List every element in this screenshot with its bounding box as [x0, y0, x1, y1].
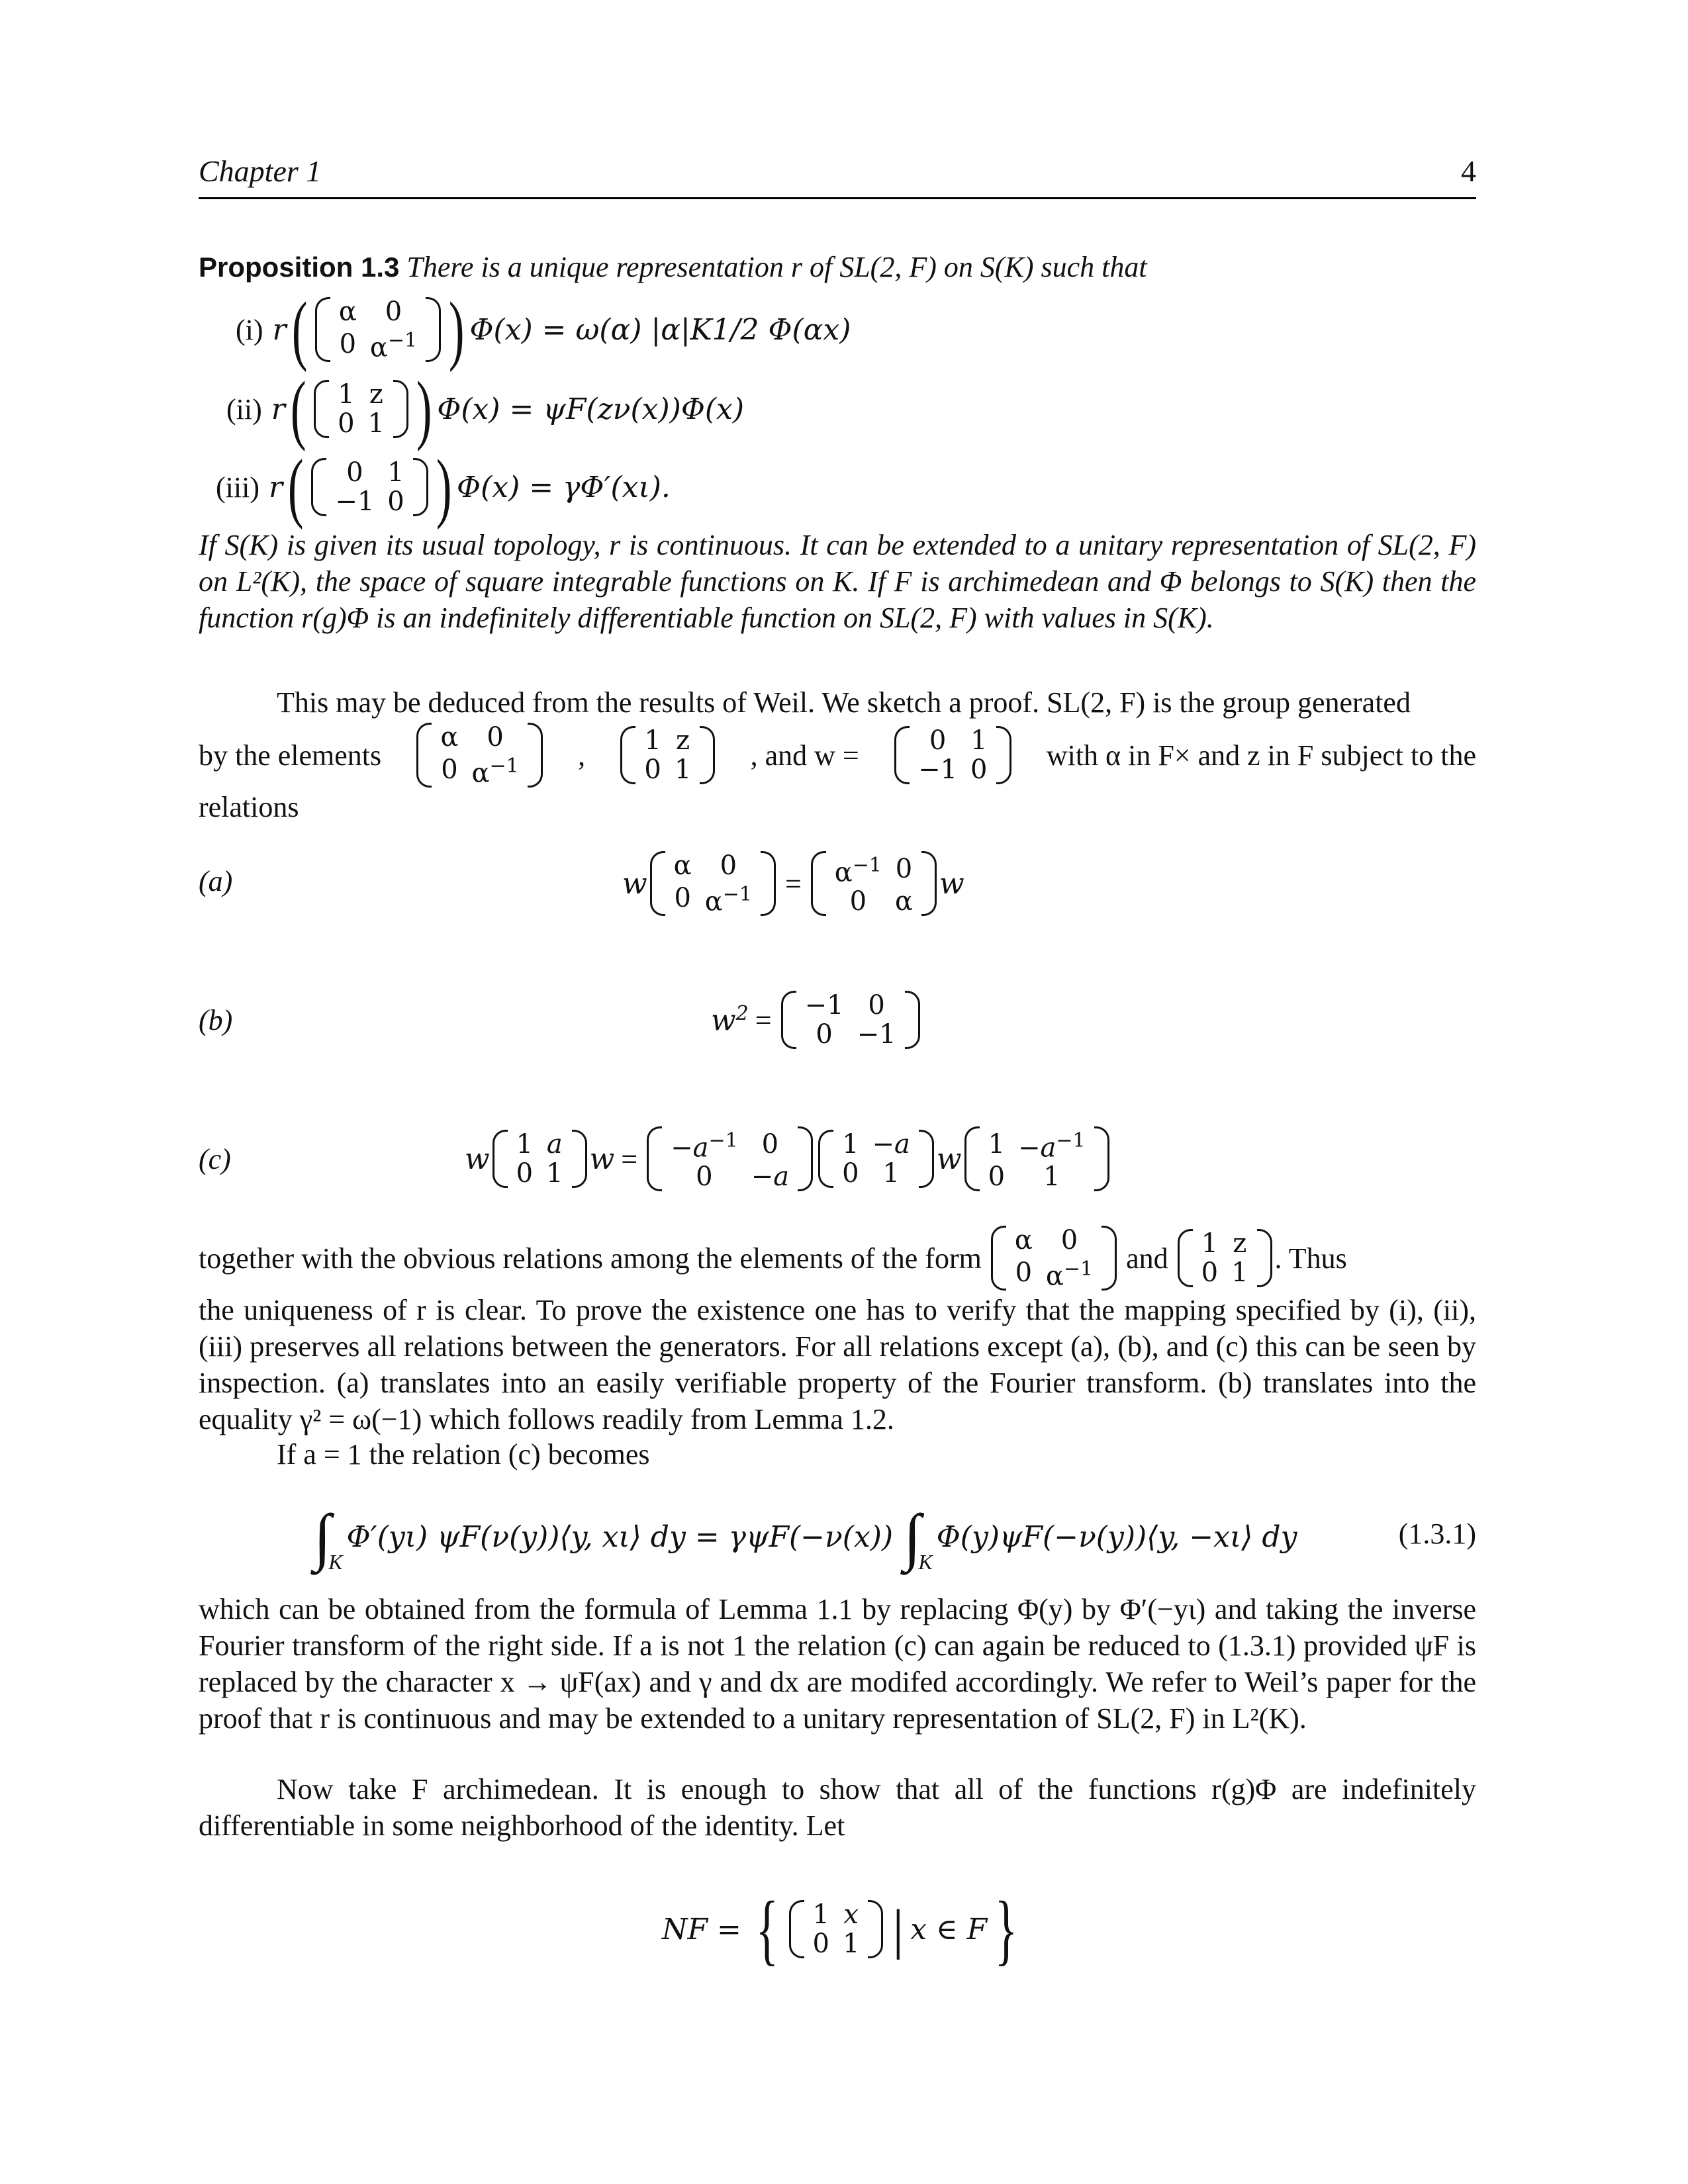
page-header	[199, 151, 1476, 199]
integral-rhs: Φ(y)ψF(−ν(y))⟨y, −xι⟩ dy	[936, 1520, 1297, 1554]
relation-a: w α 0 0 $\alpha^{-1}$ = $\alpha^{-1}$ 0 0 α w	[622, 850, 964, 917]
integral-subscript: K	[328, 1549, 343, 1574]
proposition-statement: There is a unique representation r of SL(2, F) on S(K) such that	[406, 251, 1147, 283]
item-number: (iii)	[216, 471, 259, 504]
nf-definition: NF = { 1 x 0 1 | x ∈ F }	[662, 1885, 1018, 1973]
item-number: (i)	[236, 313, 263, 346]
matrix-unipotent: 1 z 0 1	[620, 726, 715, 784]
integral-lhs: Φ′(yι) ψF(ν(y))⟨y, xι⟩ dy = γψF(−ν(x))	[346, 1520, 894, 1554]
proposition-item-3: (iii) r ( 0 1 −1 0 ) Φ(x) = γΦ′(xι).	[216, 443, 671, 530]
matrix-w: 0 1 −1 0	[894, 726, 1011, 784]
paragraph-5: Now take F archimedean. It is enough to show that all of the functions r(g)Φ are indefinitely differentiable in some neighborhood of the identity. Let	[199, 1773, 1476, 1842]
integral-subscript: K	[918, 1549, 933, 1574]
item-2-formula: Φ(x) = ψF(zν(x))Φ(x)	[437, 392, 745, 426]
nf-condition: x ∈ F	[910, 1912, 988, 1946]
together-text: together with the obvious relations among the elements of the form	[199, 1242, 982, 1275]
item-1-formula: Φ(x) = ω(α) |α|K1/2 Φ(αx)	[469, 312, 851, 347]
paragraph-3: If a = 1 the relation (c) becomes	[277, 1438, 650, 1471]
item-number: (ii)	[226, 392, 262, 426]
relation-b: $w^2$ = −1 0 0 −1	[711, 983, 923, 1056]
page-number: 4	[1461, 154, 1476, 188]
item-3-formula: Φ(x) = γΦ′(xι).	[457, 470, 671, 504]
matrix-unipotent: 1 z 0 1	[314, 380, 408, 438]
chapter-title: Chapter 1	[199, 154, 322, 188]
thus-text: . Thus	[1274, 1242, 1347, 1275]
relation-b-label: (b)	[199, 1004, 233, 1036]
relation-c: w 1 a 0 1 w = $-a^{-1}$ 0 0 −a 1 −a 0 1 w 1 $-a^{-1}$ 0 1	[465, 1122, 1112, 1195]
paragraph-2-rest: the uniqueness of r is clear. To prove the existence one has to verify that the mapping specified by (i), (ii), (iii) preserves all relations between the generators. For all relations except (a), (b), and (c) this can be seen by inspection. (a) translates into an easily verifiable property of the Fourier transform. (b) translates into the equality γ² = ω(−1) which follows readily from Lemma 1.2.	[199, 1294, 1476, 1435]
relation-a-label: (a)	[199, 865, 233, 897]
and-text: and	[1126, 1242, 1168, 1275]
matrix-diag: α 0 0 $\alpha^{-1}$	[416, 723, 542, 788]
proposition-label: Proposition 1.3	[199, 251, 400, 283]
integral-equation: ∫ K Φ′(yι) ψF(ν(y))⟨y, xι⟩ dy = γψF(−ν(x)) ∫ K Φ(y)ψF(−ν(y))⟨y, −xι⟩ dy	[314, 1501, 1297, 1574]
equation-number: (1.3.1)	[1398, 1518, 1476, 1550]
relations-word: relations	[199, 791, 299, 823]
by-elements-text: by the elements	[199, 739, 382, 772]
paragraph-2-line-1: together with the obvious relations among the elements of the form α 0 0 $\alpha^{-1}$ and 1 z 0 1 . Thus	[199, 1224, 1347, 1292]
nf-lhs: NF =	[662, 1912, 741, 1946]
relation-c-label: (c)	[199, 1143, 231, 1175]
paragraph-1-line-2: by the elements α 0 0 $\alpha^{-1}$ , 1 z 0 1 , and w = 0 1 −1 0 with α in F× and z in F subject to the	[199, 721, 1476, 789]
paragraph-4: which can be obtained from the formula of Lemma 1.1 by replacing Φ(y) by Φ′(−yι) and taking the inverse Fourier transform of the right side. If a is not 1 the relation (c) can again be reduced to (1.3.1) provided ψF is replaced by the character x → ψF(ax) and γ and dx are modifed accordingly. We refer to Weil’s paper for the proof that r is continuous and may be extended to a unitary representation of SL(2, F) in L²(K).	[199, 1593, 1476, 1735]
and-w-text: , and w =	[750, 739, 859, 772]
proposition-item-1: (i) r ( α 0 0 $\alpha^{-1}$ ) Φ(x) = ω(α) |α|K1/2 Φ(αx)	[236, 286, 851, 373]
matrix-diag: α 0 0 $\alpha^{-1}$	[315, 297, 441, 362]
with-alpha-text: with α in F× and z in F subject to the	[1046, 739, 1476, 772]
paragraph-1-line-1: This may be deduced from the results of Weil. We sketch a proof. SL(2, F) is the group generated	[277, 686, 1411, 719]
matrix-w: 0 1 −1 0	[311, 458, 428, 516]
proposition-item-2: (ii) r ( 1 z 0 1 ) Φ(x) = ψF(zν(x))Φ(x)	[226, 365, 745, 452]
proposition-heading	[199, 249, 1476, 285]
proposition-closing: If S(K) is given its usual topology, r is continuous. It can be extended to a unitary representation of SL(2, F) on L²(K), the space of square integrable functions on K. If F is archimedean and Φ belongs to S(K) then the function r(g)Φ is an indefinitely differentiable function on SL(2, F) with values in S(K).	[199, 529, 1476, 634]
